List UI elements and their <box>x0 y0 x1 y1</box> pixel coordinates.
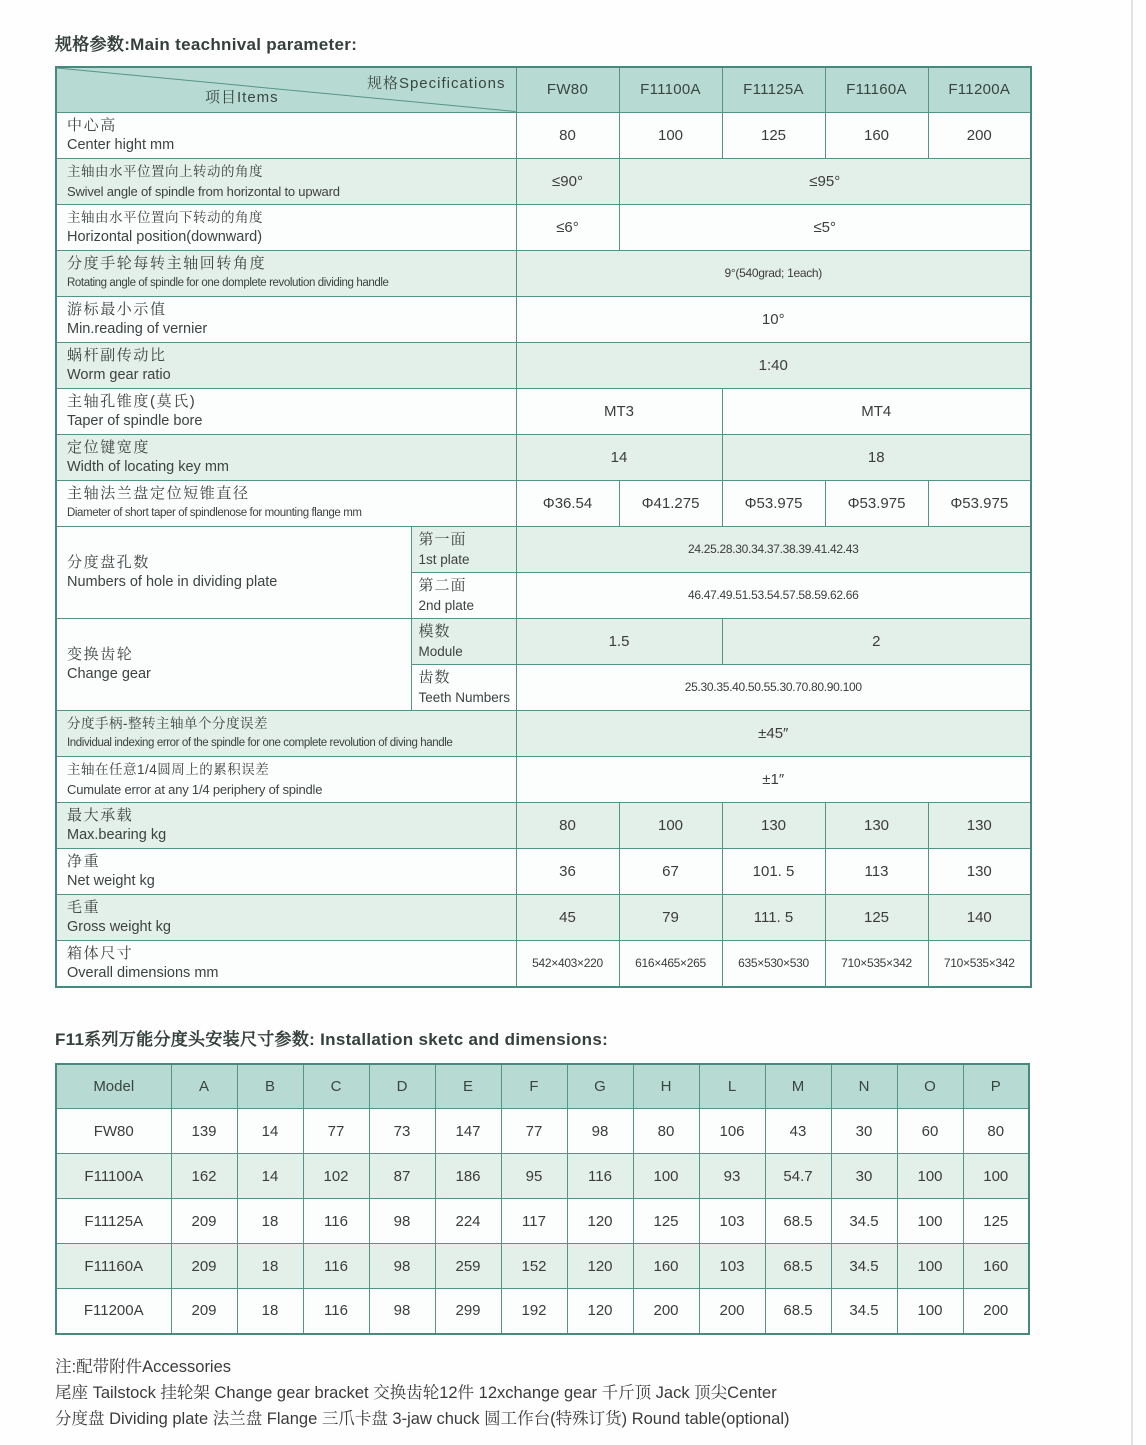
spec-table <box>55 66 1032 988</box>
dimension-value: 18 <box>237 1289 303 1334</box>
column-header: H <box>633 1064 699 1109</box>
table-row <box>56 204 1031 250</box>
dimension-value: 162 <box>171 1154 237 1199</box>
row-label <box>56 434 516 480</box>
spec-value: ≤95° <box>619 158 1031 204</box>
spec-value: 710×535×342 <box>825 940 928 987</box>
dimension-value: 209 <box>171 1244 237 1289</box>
row-label-en: Taper of spindle bore <box>67 412 203 429</box>
install-header-row <box>56 1064 1029 1109</box>
install-table-title: F11系列万能分度头安装尺寸参数: Installation sketc and dimensions: <box>55 1029 609 1049</box>
column-header: G <box>567 1064 633 1109</box>
page-edge-line <box>1131 0 1133 1445</box>
items-corner-label: 项目Items <box>205 88 279 106</box>
dimension-value: 68.5 <box>765 1244 831 1289</box>
dimension-value: 116 <box>303 1289 369 1334</box>
row-label-en: Center hight mm <box>67 136 175 153</box>
spec-value: 616×465×265 <box>619 940 722 987</box>
dimension-value: 139 <box>171 1109 237 1154</box>
spec-value: 67 <box>619 848 722 894</box>
table-row <box>56 1289 1029 1334</box>
specifications-corner-label: 规格Specifications <box>366 75 506 92</box>
dimension-value: 209 <box>171 1199 237 1244</box>
spec-value: 113 <box>825 848 928 894</box>
spec-value: 80 <box>516 802 619 848</box>
spec-value: Φ53.975 <box>928 480 1031 526</box>
spec-value: 130 <box>928 848 1031 894</box>
sub-label-cn: 齿数 <box>418 668 451 686</box>
dimension-value: 192 <box>501 1289 567 1334</box>
spec-value: 36 <box>516 848 619 894</box>
row-label-en: Change gear <box>67 665 151 682</box>
dimension-value: 68.5 <box>765 1289 831 1334</box>
dimension-value: 100 <box>897 1244 963 1289</box>
dimension-value: 18 <box>237 1199 303 1244</box>
dimension-value: 60 <box>897 1109 963 1154</box>
dimension-value: 54.7 <box>765 1154 831 1199</box>
dimension-value: 125 <box>963 1199 1029 1244</box>
row-label <box>56 940 516 987</box>
row-label-en: Overall dimensions mm <box>67 964 219 981</box>
dimension-value: 98 <box>369 1199 435 1244</box>
spec-value: 130 <box>722 802 825 848</box>
spec-value: 130 <box>825 802 928 848</box>
row-label-cn: 分度手轮每转主轴回转角度 <box>67 254 267 272</box>
sub-label-cn: 第一面 <box>418 530 467 548</box>
row-label-cn: 净重 <box>67 852 101 870</box>
row-label-cn: 分度盘孔数 <box>67 553 151 571</box>
dimension-value: 100 <box>897 1199 963 1244</box>
model-name: FW80 <box>56 1109 171 1154</box>
spec-table-body <box>56 112 1031 987</box>
table-row <box>56 710 1031 756</box>
dimension-value: 14 <box>237 1154 303 1199</box>
spec-value: 9°(540grad; 1each) <box>516 250 1031 296</box>
row-label <box>56 112 516 158</box>
sub-label-en: 2nd plate <box>418 597 475 613</box>
spec-value: Φ41.275 <box>619 480 722 526</box>
row-label-en: Cumulate error at any 1/4 periphery of spindle <box>67 781 323 797</box>
spec-value: 100 <box>619 112 722 158</box>
column-header: C <box>303 1064 369 1109</box>
row-label <box>56 710 516 756</box>
spec-table-corner <box>56 67 516 112</box>
spec-value: 2 <box>722 618 1031 664</box>
spec-value: 46.47.49.51.53.54.57.58.59.62.66 <box>516 572 1031 618</box>
dimension-value: 34.5 <box>831 1199 897 1244</box>
spec-value: 710×535×342 <box>928 940 1031 987</box>
dimension-value: 100 <box>633 1154 699 1199</box>
dimension-value: 120 <box>567 1289 633 1334</box>
row-label-cn: 主轴孔锥度(莫氏) <box>67 392 197 410</box>
model-name: F11200A <box>56 1289 171 1334</box>
spec-header-row <box>56 67 1031 112</box>
spec-value: MT3 <box>516 388 722 434</box>
table-row <box>56 296 1031 342</box>
row-label-en: Swivel angle of spindle from horizontal to upward <box>67 183 340 199</box>
table-row <box>56 526 1031 572</box>
spec-table-title: 规格参数:Main teachnival parameter: <box>55 35 358 54</box>
accessories-notes <box>55 1354 1146 1432</box>
spec-value: 18 <box>722 434 1031 480</box>
row-label <box>56 848 516 894</box>
spec-value: 45 <box>516 894 619 940</box>
column-header: F <box>501 1064 567 1109</box>
row-label-cn: 分度手柄-整转主轴单个分度误差 <box>67 715 268 731</box>
column-header: O <box>897 1064 963 1109</box>
model-name: F11160A <box>56 1244 171 1289</box>
spec-value: 101. 5 <box>722 848 825 894</box>
dimension-value: 73 <box>369 1109 435 1154</box>
table-row <box>56 1199 1029 1244</box>
dimension-value: 95 <box>501 1154 567 1199</box>
row-label-en: Net weight kg <box>67 872 155 889</box>
table-row <box>56 848 1031 894</box>
table-row <box>56 1154 1029 1199</box>
spec-value: 10° <box>516 296 1031 342</box>
dimension-value: 120 <box>567 1199 633 1244</box>
dimension-value: 100 <box>963 1154 1029 1199</box>
spec-value: ≤90° <box>516 158 619 204</box>
dimension-value: 200 <box>633 1289 699 1334</box>
row-label-en: Rotating angle of spindle for one domplete revolution dividing handle <box>67 276 389 289</box>
install-table <box>55 1063 1030 1335</box>
dimension-value: 80 <box>963 1109 1029 1154</box>
dimension-value: 68.5 <box>765 1199 831 1244</box>
spec-value: 1.5 <box>516 618 722 664</box>
row-label <box>56 618 411 710</box>
spec-value: 130 <box>928 802 1031 848</box>
row-label-cn: 主轴由水平位置向下转动的角度 <box>67 209 263 225</box>
row-label-cn: 游标最小示值 <box>67 300 167 318</box>
dimension-value: 77 <box>303 1109 369 1154</box>
row-label <box>56 894 516 940</box>
dimension-value: 209 <box>171 1289 237 1334</box>
dimension-value: 34.5 <box>831 1244 897 1289</box>
column-header: B <box>237 1064 303 1109</box>
dimension-value: 34.5 <box>831 1289 897 1334</box>
dimension-value: 160 <box>963 1244 1029 1289</box>
dimension-value: 103 <box>699 1199 765 1244</box>
column-header: Model <box>56 1064 171 1109</box>
table-row <box>56 802 1031 848</box>
spec-value: 111. 5 <box>722 894 825 940</box>
table-row <box>56 158 1031 204</box>
dimension-value: 80 <box>633 1109 699 1154</box>
dimension-value: 102 <box>303 1154 369 1199</box>
model-name: F11125A <box>56 1199 171 1244</box>
spec-value: 125 <box>722 112 825 158</box>
column-header: A <box>171 1064 237 1109</box>
row-label <box>56 342 516 388</box>
dimension-value: 93 <box>699 1154 765 1199</box>
dimension-value: 160 <box>633 1244 699 1289</box>
dimension-value: 100 <box>897 1154 963 1199</box>
spec-value: 79 <box>619 894 722 940</box>
spec-value: Φ36.54 <box>516 480 619 526</box>
row-label-en: Width of locating key mm <box>67 458 229 475</box>
row-label-en: Numbers of hole in dividing plate <box>67 573 278 590</box>
sub-label-cn: 模数 <box>418 622 451 640</box>
dimension-value: 117 <box>501 1199 567 1244</box>
table-row <box>56 250 1031 296</box>
row-label <box>56 158 516 204</box>
row-label-cn: 箱体尺寸 <box>67 944 134 962</box>
column-header: M <box>765 1064 831 1109</box>
dimension-value: 125 <box>633 1199 699 1244</box>
table-row <box>56 1244 1029 1289</box>
table-row <box>56 618 1031 664</box>
row-label-cn: 最大承载 <box>67 806 134 824</box>
sub-label-en: Teeth Numbers <box>418 689 511 705</box>
row-label-cn: 主轴法兰盘定位短锥直径 <box>67 484 250 502</box>
column-header: P <box>963 1064 1029 1109</box>
model-header: F11125A <box>722 67 825 112</box>
dimension-value: 30 <box>831 1109 897 1154</box>
spec-value: 25.30.35.40.50.55.30.70.80.90.100 <box>516 664 1031 710</box>
sub-label-en: Module <box>418 643 463 659</box>
dimension-value: 98 <box>567 1109 633 1154</box>
column-header: D <box>369 1064 435 1109</box>
row-label-cn: 蜗杆副传动比 <box>67 346 167 364</box>
row-label <box>56 802 516 848</box>
table-row <box>56 342 1031 388</box>
row-label-en: Horizontal position(downward) <box>67 228 263 245</box>
spec-value: 14 <box>516 434 722 480</box>
spec-value: 125 <box>825 894 928 940</box>
dimension-value: 43 <box>765 1109 831 1154</box>
dimension-value: 116 <box>303 1244 369 1289</box>
dimension-value: 116 <box>567 1154 633 1199</box>
row-label <box>56 480 516 526</box>
sub-label-en: 1st plate <box>418 551 470 567</box>
dimension-value: 30 <box>831 1154 897 1199</box>
dimension-value: 116 <box>303 1199 369 1244</box>
dimension-value: 120 <box>567 1244 633 1289</box>
row-label-cn: 定位键宽度 <box>67 438 151 456</box>
spec-value: 100 <box>619 802 722 848</box>
dimension-value: 259 <box>435 1244 501 1289</box>
column-header: E <box>435 1064 501 1109</box>
column-header: L <box>699 1064 765 1109</box>
model-name: F11100A <box>56 1154 171 1199</box>
table-row <box>56 894 1031 940</box>
table-row <box>56 434 1031 480</box>
row-label-cn: 主轴在任意1/4圆周上的累积误差 <box>67 761 270 777</box>
model-header: F11100A <box>619 67 722 112</box>
note-line: 分度盘 Dividing plate 法兰盘 Flange 三爪卡盘 3-jaw chuck 圆工作台(特殊订货) Round table(optional) <box>55 1409 790 1428</box>
dimension-value: 152 <box>501 1244 567 1289</box>
dimension-value: 224 <box>435 1199 501 1244</box>
row-label-cn: 中心高 <box>67 116 117 134</box>
sub-row-label <box>411 664 516 710</box>
dimension-value: 299 <box>435 1289 501 1334</box>
table-row <box>56 756 1031 802</box>
table-row <box>56 480 1031 526</box>
note-line: 尾座 Tailstock 挂轮架 Change gear bracket 交换齿轮12件 12xchange gear 千斤顶 Jack 顶尖Center <box>55 1383 777 1402</box>
row-label <box>56 296 516 342</box>
spec-value: ≤6° <box>516 204 619 250</box>
row-label <box>56 756 516 802</box>
spec-value: ±45″ <box>516 710 1031 756</box>
sub-label-cn: 第二面 <box>418 576 467 594</box>
dimension-value: 77 <box>501 1109 567 1154</box>
row-label <box>56 204 516 250</box>
sub-row-label <box>411 572 516 618</box>
spec-value: 80 <box>516 112 619 158</box>
dimension-value: 14 <box>237 1109 303 1154</box>
row-label-en: Max.bearing kg <box>67 826 167 843</box>
row-label-en: Worm gear ratio <box>67 366 171 383</box>
note-line: 注:配带附件Accessories <box>55 1357 232 1376</box>
column-header: N <box>831 1064 897 1109</box>
row-label-en: Individual indexing error of the spindle for one complete revolution of diving handle <box>67 736 453 749</box>
model-header: F11200A <box>928 67 1031 112</box>
spec-value: 140 <box>928 894 1031 940</box>
dimension-value: 98 <box>369 1244 435 1289</box>
dimension-value: 87 <box>369 1154 435 1199</box>
row-label <box>56 388 516 434</box>
spec-value: 160 <box>825 112 928 158</box>
row-label-en: Min.reading of vernier <box>67 320 208 337</box>
table-row <box>56 940 1031 987</box>
spec-value: 24.25.28.30.34.37.38.39.41.42.43 <box>516 526 1031 572</box>
dimension-value: 106 <box>699 1109 765 1154</box>
table-row <box>56 1109 1029 1154</box>
spec-value: 635×530×530 <box>722 940 825 987</box>
spec-value: ±1″ <box>516 756 1031 802</box>
row-label-cn: 主轴由水平位置向上转动的角度 <box>67 163 263 179</box>
row-label <box>56 526 411 618</box>
sub-row-label <box>411 526 516 572</box>
spec-value: 200 <box>928 112 1031 158</box>
sub-row-label <box>411 618 516 664</box>
dimension-value: 200 <box>699 1289 765 1334</box>
spec-value: 1:40 <box>516 342 1031 388</box>
dimension-value: 103 <box>699 1244 765 1289</box>
row-label-en: Gross weight kg <box>67 918 171 935</box>
row-label-cn: 毛重 <box>67 898 101 916</box>
row-label-cn: 变换齿轮 <box>67 645 134 663</box>
spec-value: MT4 <box>722 388 1031 434</box>
dimension-value: 147 <box>435 1109 501 1154</box>
spec-value: Φ53.975 <box>825 480 928 526</box>
model-header: FW80 <box>516 67 619 112</box>
dimension-value: 100 <box>897 1289 963 1334</box>
dimension-value: 200 <box>963 1289 1029 1334</box>
table-row <box>56 112 1031 158</box>
row-label-en: Diameter of short taper of spindlenose for mounting flange mm <box>67 506 362 519</box>
dimension-value: 186 <box>435 1154 501 1199</box>
row-label <box>56 250 516 296</box>
dimension-value: 18 <box>237 1244 303 1289</box>
spec-value: 542×403×220 <box>516 940 619 987</box>
spec-value: Φ53.975 <box>722 480 825 526</box>
install-table-body <box>56 1109 1029 1334</box>
model-header: F11160A <box>825 67 928 112</box>
spec-value: ≤5° <box>619 204 1031 250</box>
dimension-value: 98 <box>369 1289 435 1334</box>
table-row <box>56 388 1031 434</box>
